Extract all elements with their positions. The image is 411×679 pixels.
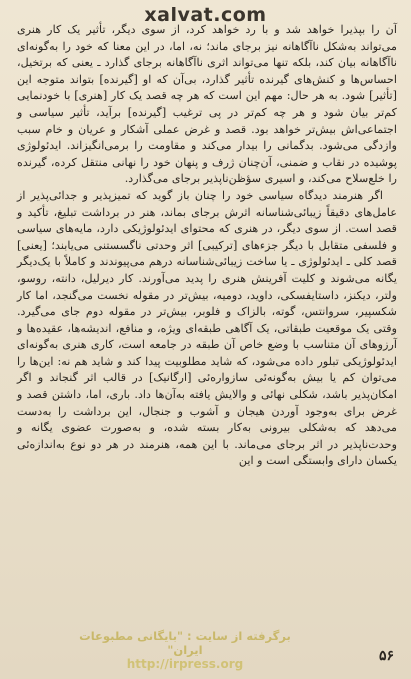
source-url: http://irpress.org <box>126 657 244 671</box>
page-number: ۵۶ <box>378 648 394 664</box>
paragraph: آن را بپذیرا خواهد شد و با رد خواهد کرد، از سوی دیگر، تأثیر یک کار هنری می‌تواند به‌شکل ناآگاهانه نیز برجای ماند؛ نه، اما، در این معنا که خود را به‌گونه‌ای ناآگاهانه بیان کند، بلکه تنها می‌تواند اثری ناآگاهانه برجای گذارد ـ یعنی که برتخیل، احساس‌ها و کنش‌های گیرنده تأثیر گذارد، بی‌آن که او [گیرنده] بتواند متوجه این [تأثیر] شود. به هر حال: مهم این است که هر چه قصد یک کار [هنری] با خودنمایی کم‌تر بیان شود و هر چه کم‌تر در پی ترغیب [گیرنده] برآید، تأثیر سیاسی و اجتماعی‌اش بیش‌تر خواهد بود. قصد و غرض عملی آشکار و عریان و خام سبب وازدگی می‌شود. بدگمانی را بیدار می‌کند و مقاومت را برمی‌انگیزاند. ایدئولوژی پوشیده در نقاب و ضمنی، آن‌چنان ژرف و پنهان خود را نهانی منتقل کرده، گیرنده را خلع‌سلاح می‌کند، و اسیری سؤظن‌ناپذیر برجای می‌گذارد. <box>17 23 397 186</box>
paragraph: اگر هنرمند دیدگاه سیاسی خود را چنان باز گوید که تمیزپذیر و جدائی‌پذیر از عامل‌های دقیقاً زیبائی‌شناسانه اثرش برجای بماند، هنر در برداشت تبلیغ، تأکید و قصد است. از سوی دیگر، در هنری که محتوای ایدئولوژیکی دارد، مایه‌های سیاسی و فلسفی متقابل با دیگر جزء‌های [ترکیبی] اثر وحدتی ناگسستنی می‌یابند؛ [یعنی] قصد کلی ـ ایدئولوژی ـ یا ساخت زیبائی‌شناسانه درهم می‌پیوندند و کاملاً با یک‌دیگر یگانه می‌شوند و کلیت آفرینش هنری را پدید می‌آورند. کار دیرلیل، دانته، روسو، ولتر، دیکنز، داستایفسکی، داوید، دومیه، بیش‌تر در مقوله نخست می‌گنجد، اما کار شکسپیر، سروانتس، گوته، بالزاک و فلوبر، بیش‌تر در مقوله دوم جای می‌گیرد. وقتی یک موقعیت طبقاتی، یک آگاهی طبقه‌ای ویژه، و منافع، اندیشه‌ها، عقیده‌ها و آرزوهای آن متناسب با وضع خاص آن طبقه در جامعه است، کاری هنری به‌گونه‌ای ایدئولوژیکی تبلور داده می‌شود، که شاید مطلوبیت پیدا کند و شاید هم نه: این‌ها را می‌توان کم یا بیش به‌گونه‌ئی سازواره‌ئی [ارگانیک] در قالب اثر گنجاند و اگر امکان‌پذیر باشد، شکلی نهائی و والایش یافته به‌آن‌ها داد. باری، اما، داشتن قصد و غرض برای به‌وجود آوردن هیجان و آشوب و جنجال، این برداشت را به‌دست می‌دهد که به‌شکلی بیرونی به‌کار بسته شده، و به‌صورت عضوی یگانه و وحدت‌ناپذیر در اثر برجای می‌ماند. با این همه، هنرمند در هر دو نوع به‌اندازه‌ئی یکسان دارای وابستگی است و این <box>17 188 397 468</box>
source-credit: برگرفته از سایت : "بایگانی مطبوعات ایران" <box>79 629 291 657</box>
page-body <box>17 22 397 470</box>
source-watermark <box>60 629 310 671</box>
site-watermark: xalvat.com <box>144 4 267 26</box>
